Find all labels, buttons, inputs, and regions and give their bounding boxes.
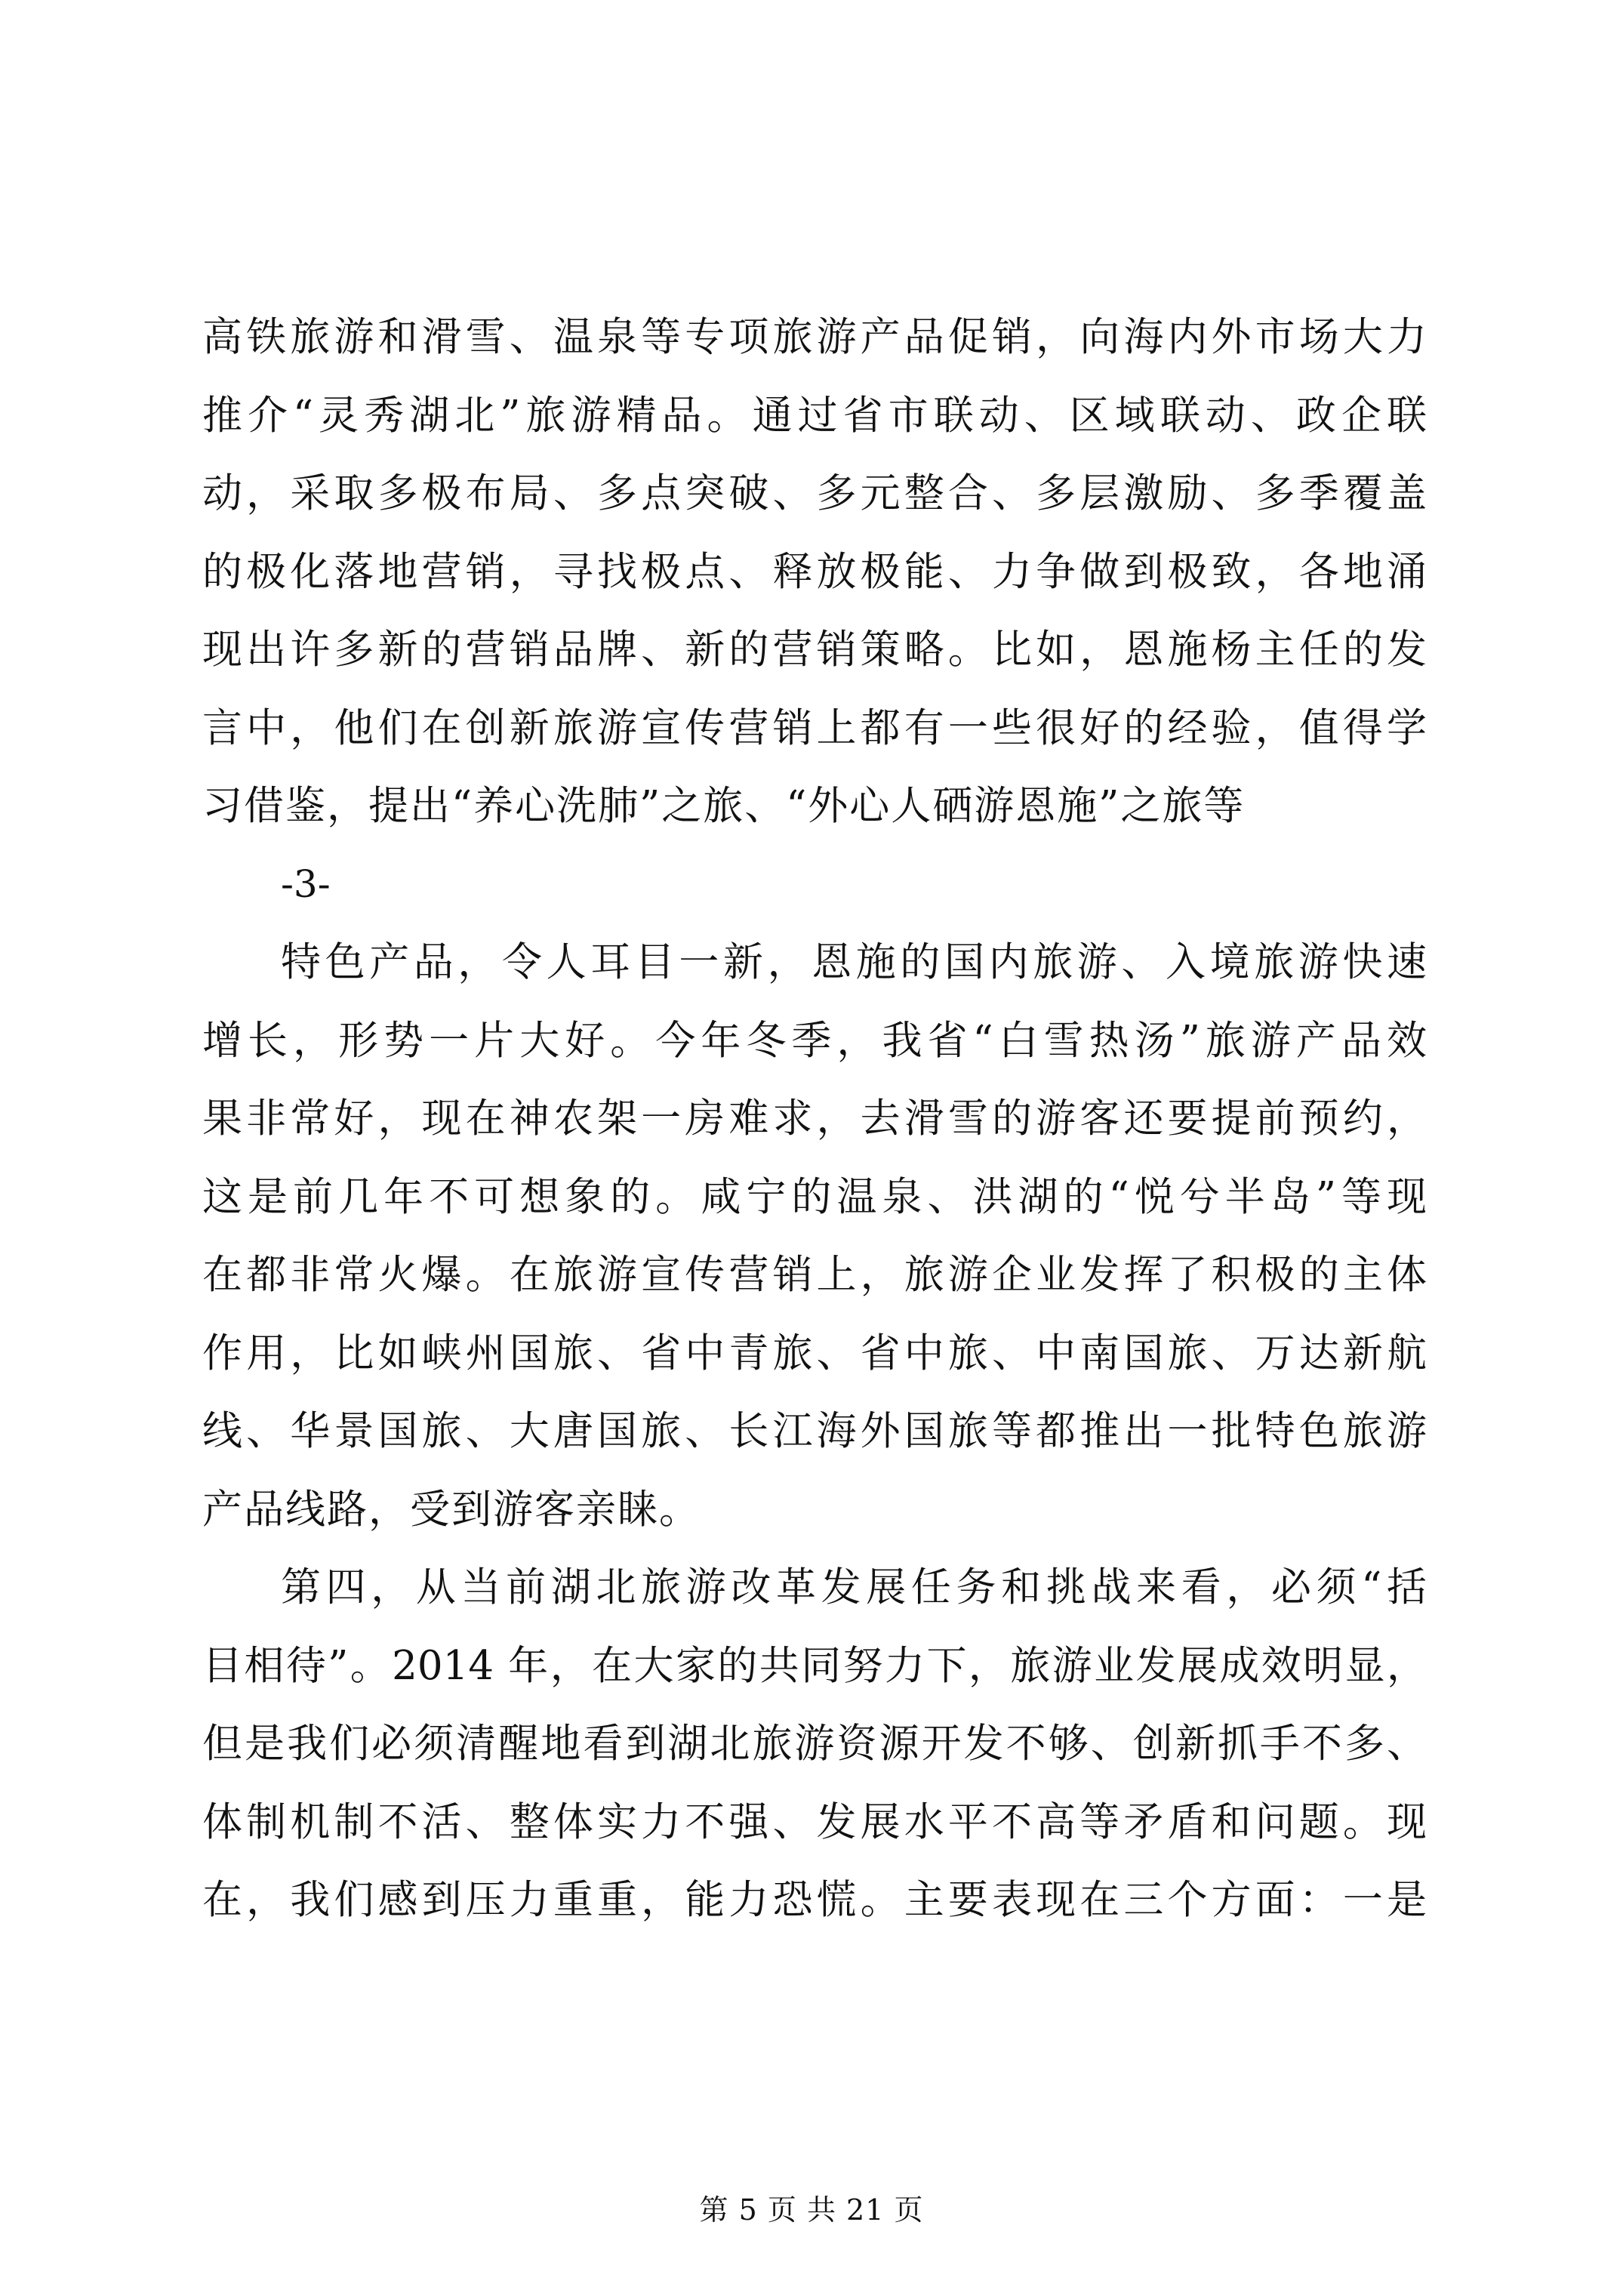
text-line: 这是前几年不可想象的。咸宁的温泉、洪湖的“悦兮半岛”等现 <box>202 1173 1427 1220</box>
text-line: 现出许多新的营销品牌、新的营销策略。比如，恩施杨主任的发 <box>202 627 1427 673</box>
text-line: 目相待”。2014 年，在大家的共同努力下，旅游业发展成效明显， <box>202 1642 1427 1689</box>
text-line: 高铁旅游和滑雪、温泉等专项旅游产品促销，向海内外市场大力 <box>202 314 1427 360</box>
text-line: 但是我们必须清醒地看到湖北旅游资源开发不够、创新抓手不多、 <box>202 1721 1427 1767</box>
paragraph-first-line: 特色产品，令人耳目一新，恩施的国内旅游、入境旅游快速 <box>281 939 1427 985</box>
text-line: 推介“灵秀湖北”旅游精品。通过省市联动、区域联动、政企联 <box>202 392 1427 439</box>
text-line: 线、华景国旅、大唐国旅、长江海外国旅等都推出一批特色旅游 <box>202 1408 1427 1454</box>
text-line: 在都非常火爆。在旅游宣传营销上，旅游企业发挥了积极的主体 <box>202 1252 1427 1298</box>
inline-page-marker: -3- <box>281 861 331 906</box>
text-line: 动，采取多极布局、多点突破、多元整合、多层激励、多季覆盖 <box>202 470 1427 516</box>
page-footer: 第 5 页 共 21 页 <box>699 2193 924 2227</box>
text-line: 习借鉴，提出“养心洗肺”之旅、“外心人硒游恩施”之旅等 <box>202 783 1246 829</box>
paragraph-first-line: 第四，从当前湖北旅游改革发展任务和挑战来看，必须“括 <box>281 1564 1427 1610</box>
document-body <box>202 298 1427 1940</box>
text-line: 产品线路，受到游客亲睐。 <box>202 1486 701 1533</box>
text-line: 增长，形势一片大好。今年冬季，我省“白雪热汤”旅游产品效 <box>202 1017 1427 1064</box>
text-line: 言中，他们在创新旅游宣传营销上都有一些很好的经验，值得学 <box>202 704 1427 751</box>
text-line: 在，我们感到压力重重，能力恐慌。主要表现在三个方面：一是 <box>202 1877 1427 1923</box>
text-line: 作用，比如峡州国旅、省中青旅、省中旅、中南国旅、万达新航 <box>202 1330 1427 1376</box>
text-line: 的极化落地营销，寻找极点、释放极能、力争做到极致，各地涌 <box>202 548 1427 595</box>
text-line: 体制机制不活、整体实力不强、发展水平不高等矛盾和问题。现 <box>202 1798 1427 1845</box>
text-line: 果非常好，现在神农架一房难求，去滑雪的游客还要提前预约， <box>202 1096 1427 1142</box>
